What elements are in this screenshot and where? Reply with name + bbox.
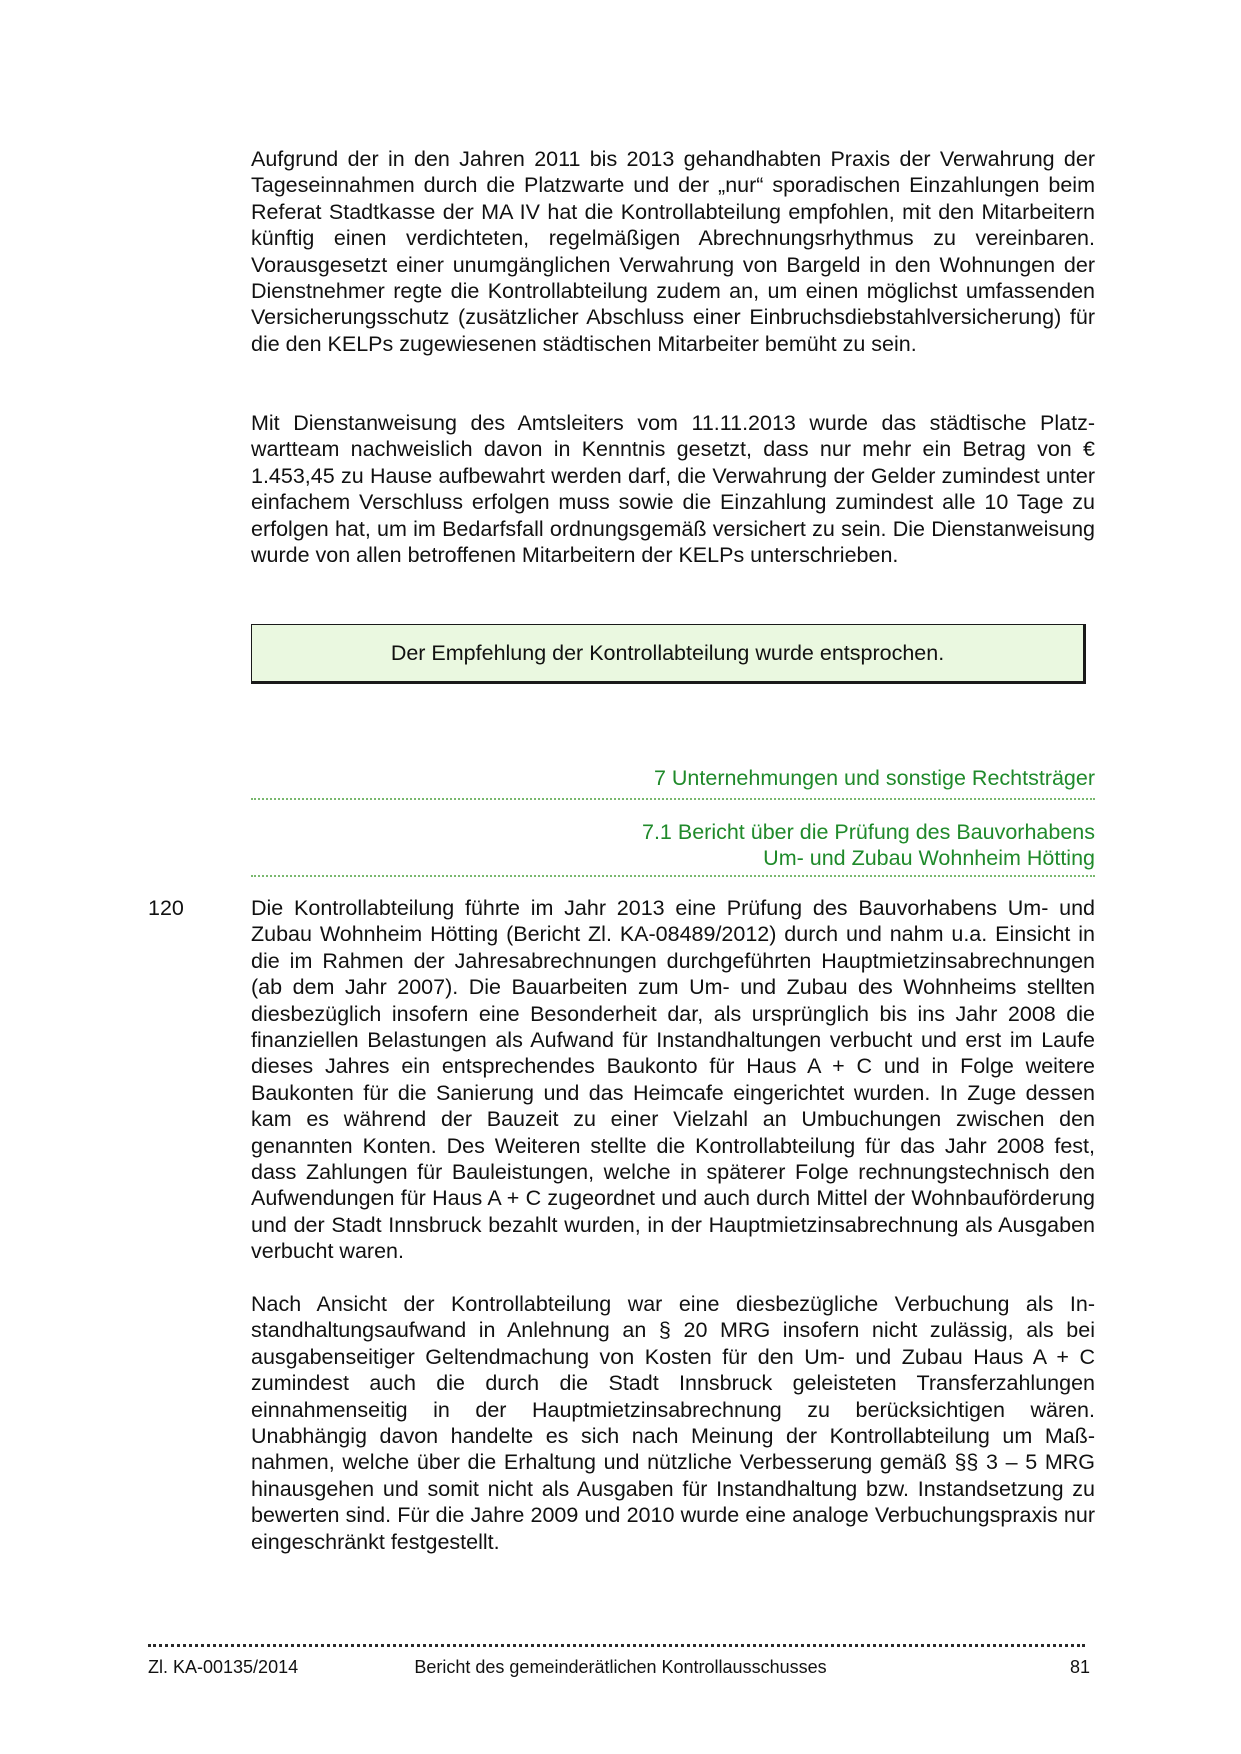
body-paragraph-4: Nach Ansicht der Kontrollabteilung war eine diesbezügliche Verbuchung als Instandhaltungsaufwand in Anlehnung an § 20 MRG insofern nicht zulässig, als bei ausgabenseitiger Geltendmachung von Kosten für den Um- und Zubau Haus A + C zumindest auch die durch die Stadt Innsbruck geleisteten Transferzahlungen einnahmenseitig in der Hauptmietzinsabrechnung zu berücksichtigen wären. Unabhängig davon handelte es sich nach Meinung der Kontrollabteilung um Maßnahmen, welche über die Erhaltung und nützliche Verbesserung gemäß §§ 3 – 5 MRG hinausgehen und somit nicht als Ausgaben für Instandhaltung bzw. Instandsetzung zu bewerten sind. Für die Jahre 2009 und 2010 wurde eine analoge Verbuchungspraxis nur eingeschränkt festgestellt.	[251, 1292, 1095, 1554]
subsection-heading-line-1: 7.1 Bericht über die Prüfung des Bauvorhabens	[642, 820, 1095, 844]
subsection-separator	[251, 875, 1095, 877]
callout-text: Der Empfehlung der Kontrollabteilung wurde entsprochen.	[390, 640, 945, 665]
body-paragraph-1: Aufgrund der in den Jahren 2011 bis 2013 gehandhabten Praxis der Verwahrung der Tageseinnahmen durch die Platzwarte und der „nur“ sporadischen Einzahlungen beim Referat Stadtkasse der MA IV hat die Kontrollabteilung empfohlen, mit den Mitarbeitern künftig einen verdichteten, regelmäßigen Abrechnungsrhythmus zu vereinbaren. Vorausgesetzt einer unumgänglichen Verwahrung von Bargeld in den Wohnungen der Dienstnehmer regte die Kontrollabteilung zudem an, um einen möglichst umfassenden Versicherungsschutz (zusätzlicher Abschluss einer Einbruchsdiebstahlversicherung) für die den KELPs zugewiesenen städtischen Mitarbeiter bemüht zu sein.	[251, 147, 1095, 356]
section-heading: 7 Unternehmungen und sonstige Rechtsträger	[653, 766, 1095, 790]
body-paragraph-2: Mit Dienstanweisung des Amtsleiters vom 11.11.2013 wurde das städtische Platzwartteam nachweislich davon in Kenntnis gesetzt, dass nur mehr ein Betrag von € 1.453,45 zu Hause aufbewahrt werden darf, die Verwahrung der Gelder zumindest unter einfachem Verschluss erfolgen muss sowie die Einzahlung zumindest alle 10 Tage zu erfolgen hat, um im Bedarfsfall ordnungsgemäß versichert zu sein. Die Dienstanweisung wurde von allen betroffenen Mitarbeitern der KELPs unterschrieben.	[251, 411, 1095, 568]
subsection-heading-line-2: Um- und Zubau Wohnheim Hötting	[763, 846, 1095, 871]
margin-paragraph-number: 120	[148, 896, 184, 920]
section-separator	[251, 798, 1095, 800]
body-paragraph-3: Die Kontrollabteilung führte im Jahr 2013 eine Prüfung des Bauvorhabens Um- und Zubau Wohnheim Hötting (Bericht Zl. KA-08489/2012) durch und nahm u.a. Einsicht in die im Rahmen der Jahresabrechnungen durchgeführten Hauptmietzinsabrechnungen (ab dem Jahr 2007). Die Bauarbeiten zum Um- und Zubau des Wohnheims stellten diesbezüglich insofern eine Besonderheit dar, als ursprünglich bis ins Jahr 2008 die finanziellen Belastungen als Aufwand für Instandhaltungen verbucht und erst im Laufe dieses Jahres ein entsprechendes Baukonto für Haus A + C und in Folge weitere Baukonten für die Sanierung und das Heimcafe eingerichtet wurden. In Zuge dessen kam es während der Bauzeit zu einer Vielzahl an Umbuchungen zwischen den genannten Konten. Des Weiteren stellte die Kontrollabteilung für das Jahr 2008 fest, dass Zahlungen für Bauleistungen, welche in späterer Folge rechnungstechnisch den Aufwendungen für Haus A + C zugeordnet und auch durch Mittel der Wohnbauförderung und der Stadt Innsbruck bezahlt wurden, in der Hauptmietzinsabrechnung als Ausgaben verbucht waren.	[251, 896, 1095, 1264]
footer-reference-number: Zl. KA-00135/2014	[148, 1657, 299, 1677]
recommendation-callout-box	[251, 624, 1086, 684]
subsection-heading	[251, 819, 1095, 872]
footer-rule	[148, 1644, 1085, 1647]
footer-report-title: Bericht des gemeinderätlichen Kontrollausschusses	[414, 1657, 827, 1677]
footer-page-number: 81	[1069, 1657, 1090, 1677]
